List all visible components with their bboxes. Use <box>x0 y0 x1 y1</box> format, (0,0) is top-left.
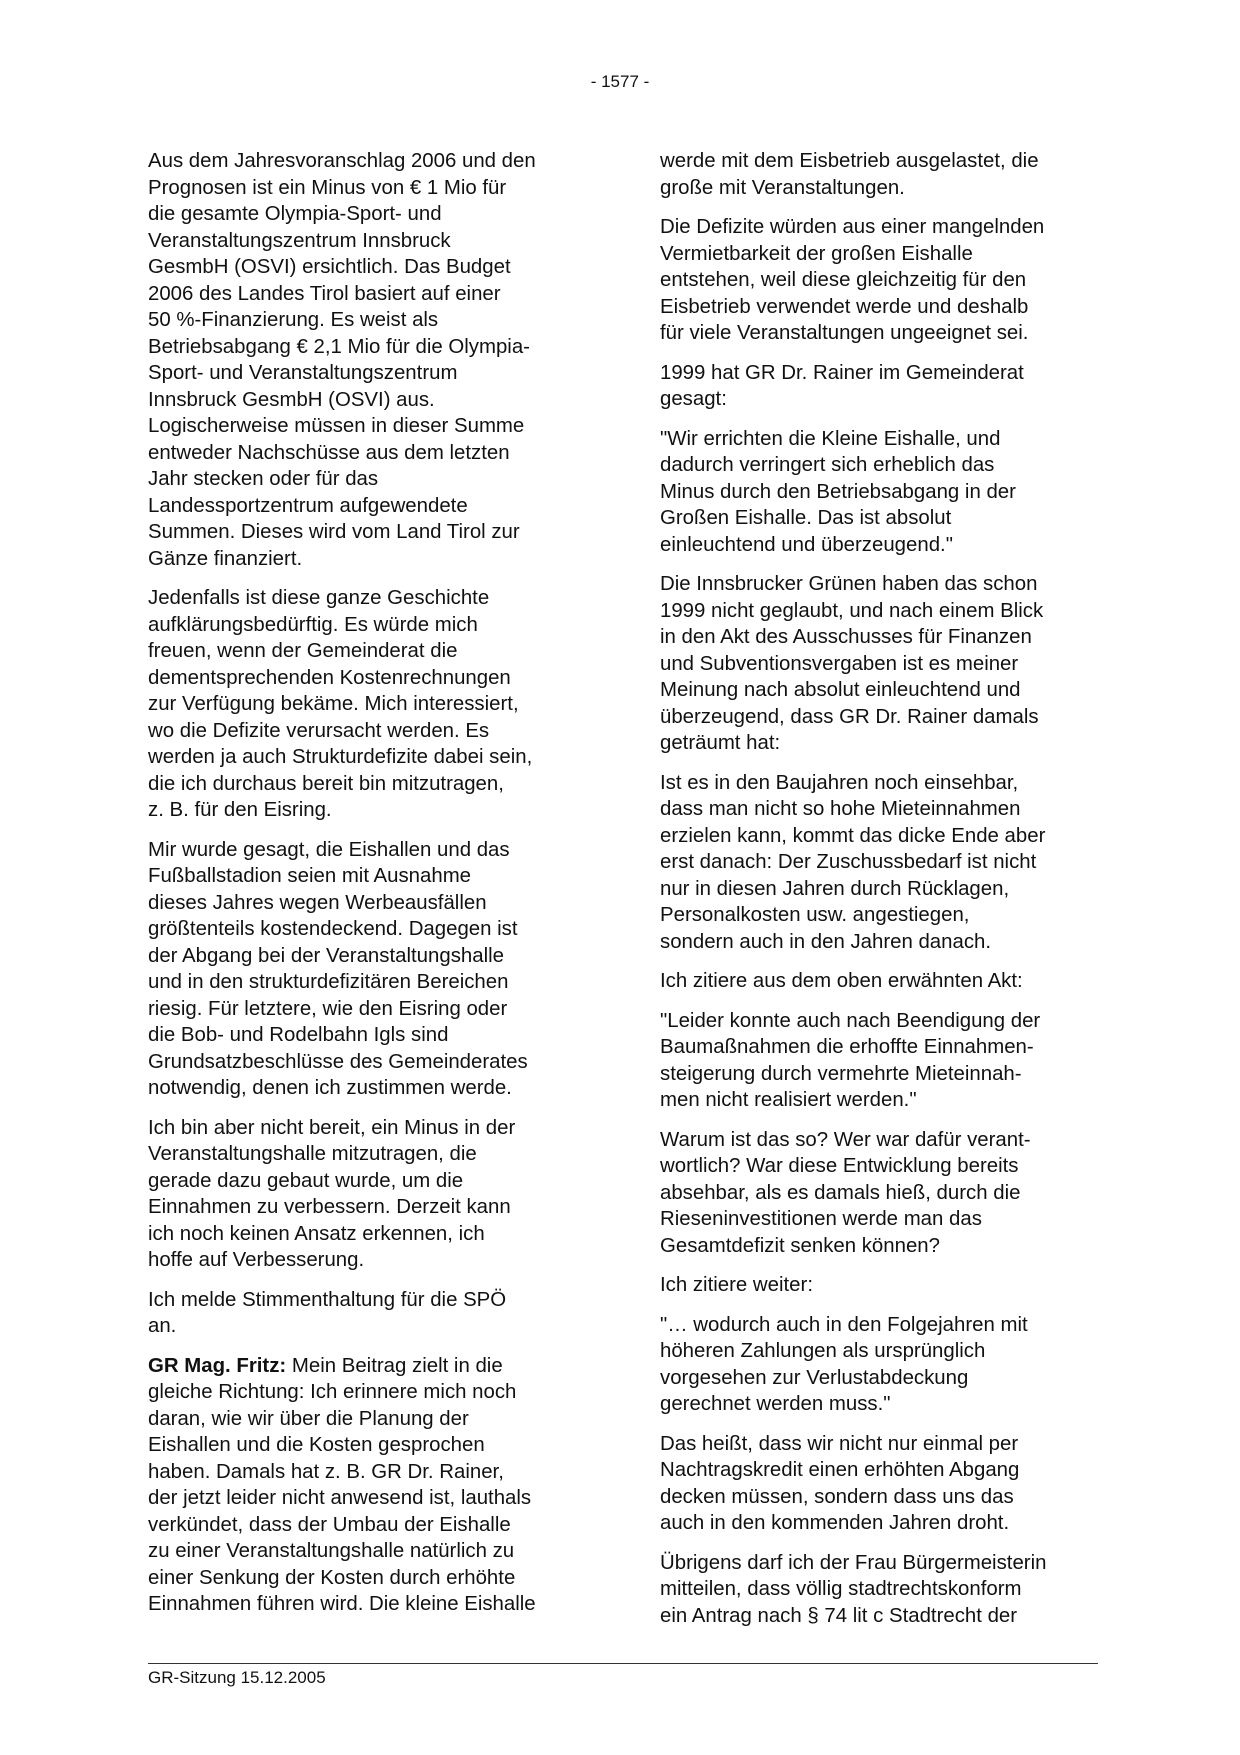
quote: "Wir errichten die Kleine Eishalle, und dadurch verringert sich erheblich das Minus durch den Betriebsabgang in der Großen Eishalle. Das ist absolut einleuchtend und überzeugend." <box>660 427 1016 556</box>
paragraph: Ich zitiere weiter: <box>660 1274 813 1296</box>
paragraph: Übrigens darf ich der Frau Bürgermeisterin mitteilen, dass völlig stadtrechtskonform ein Antrag nach § 74 lit c Stadtrecht der <box>660 1551 1047 1627</box>
quote: "Leider konnte auch nach Beendigung der Baumaßnahmen die erhoffte Einnahmen- steigerung durch vermehrte Mieteinnah- men nicht realisiert werden." <box>660 1009 1041 1111</box>
paragraph: Die Innsbrucker Grünen haben das schon 1999 nicht geglaubt, und nach einem Blick in den Akt des Ausschusses für Finanzen und Subventionsvergaben ist es meiner Meinung nach absolut einleuchtend und überzeugend, dass GR Dr. Rainer damals geträumt hat: <box>660 573 1044 754</box>
paragraph: Warum ist das so? Wer war dafür verant- wortlich? War diese Entwicklung bereits absehbar, als es damals hieß, durch die Rieseninvestitionen werde man das Gesamtdefizit senken können? <box>660 1128 1031 1257</box>
quote: "… wodurch auch in den Folgejahren mit höheren Zahlungen als ursprünglich vorgesehen zur Verlustabdeckung gerechnet werden muss." <box>660 1313 1028 1415</box>
paragraph: werde mit dem Eisbetrieb ausgelastet, die große mit Veranstaltungen. <box>660 150 1039 199</box>
speaker-paragraph <box>148 1353 598 1618</box>
right-column <box>660 148 1105 1642</box>
footer-divider <box>148 1663 1098 1664</box>
paragraph: Aus dem Jahresvoranschlag 2006 und den Prognosen ist ein Minus von € 1 Mio für die gesamte Olympia-Sport- und Veranstaltungszentrum Innsbruck GesmbH (OSVI) ersichtlich. Das Budget 2006 des Landes Tirol basiert auf einer 50 %-Finanzierung. Es weist als Betriebsabgang € 2,1 Mio für die Olympia- Sport- und Veranstaltungszentrum Innsbruck GesmbH (OSVI) aus. Logischerweise müssen in dieser Summe entweder Nachschüsse aus dem letzten Jahr stecken oder für das Landessportzentrum aufgewendete Summen. Dieses wird vom Land Tirol zur Gänze finanziert. <box>148 150 536 570</box>
page-number: - 1577 - <box>590 72 650 91</box>
speaker-text: Mein Beitrag zielt in die gleiche Richtung: Ich erinnere mich noch daran, wie wir über die Planung der Eishallen und die Kosten gesprochen haben. Damals hat z. B. GR Dr. Rainer, der jetzt leider nicht anwesend ist, lauthals verkündet, dass der Umbau der Eishalle zu einer Veranstaltungshalle natürlich zu einer Senkung der Kosten durch erhöhte Einnahmen führen wird. Die kleine Eishalle <box>148 1354 536 1615</box>
left-column <box>148 148 598 1631</box>
paragraph: Ich melde Stimmenthaltung für die SPÖ an. <box>148 1288 507 1337</box>
paragraph: Ist es in den Baujahren noch einsehbar, dass man nicht so hohe Mieteinnahmen erzielen kann, kommt das dicke Ende aber erst danach: Der Zuschussbedarf ist nicht nur in diesen Jahren durch Rücklagen, Personalkosten usw. angestiegen, sondern auch in den Jahren danach. <box>660 771 1046 953</box>
footer: GR-Sitzung 15.12.2005 <box>148 1668 326 1687</box>
speaker-name: GR Mag. Fritz: <box>148 1354 287 1377</box>
paragraph: Jedenfalls ist diese ganze Geschichte aufklärungsbedürftig. Es würde mich freuen, wenn der Gemeinderat die dementsprechenden Kostenrechnungen zur Verfügung bekäme. Mich interessiert, wo die Defizite verursacht werden. Es werden ja auch Strukturdefizite dabei sein, die ich durchaus bereit bin mitzutragen, z. B. für den Eisring. <box>148 587 533 821</box>
paragraph: Das heißt, dass wir nicht nur einmal per Nachtragskredit einen erhöhten Abgang decken müssen, sondern dass uns das auch in den kommenden Jahren droht. <box>660 1432 1020 1534</box>
paragraph: Die Defizite würden aus einer mangelnden Vermietbarkeit der großen Eishalle entstehen, weil diese gleichzeitig für den Eisbetrieb verwendet werde und deshalb für viele Veranstaltungen ungeeignet sei. <box>660 216 1045 344</box>
paragraph: Ich bin aber nicht bereit, ein Minus in der Veranstaltungshalle mitzutragen, die gerade dazu gebaut wurde, um die Einnahmen zu verbessern. Derzeit kann ich noch keinen Ansatz erkennen, ich hoffe auf Verbesserung. <box>148 1116 516 1271</box>
paragraph: 1999 hat GR Dr. Rainer im Gemeinderat gesagt: <box>660 361 1024 410</box>
paragraph: Mir wurde gesagt, die Eishallen und das Fußballstadion seien mit Ausnahme dieses Jahres wegen Werbeausfällen größtenteils kostendeckend. Dagegen ist der Abgang bei der Veranstaltungshalle und in den strukturdefizitären Bereichen riesig. Für letztere, wie den Eisring oder die Bob- und Rodelbahn Igls sind Grundsatzbeschlüsse des Gemeinderates notwendig, denen ich zustimmen werde. <box>148 838 528 1099</box>
paragraph: Ich zitiere aus dem oben erwähnten Akt: <box>660 970 1023 992</box>
